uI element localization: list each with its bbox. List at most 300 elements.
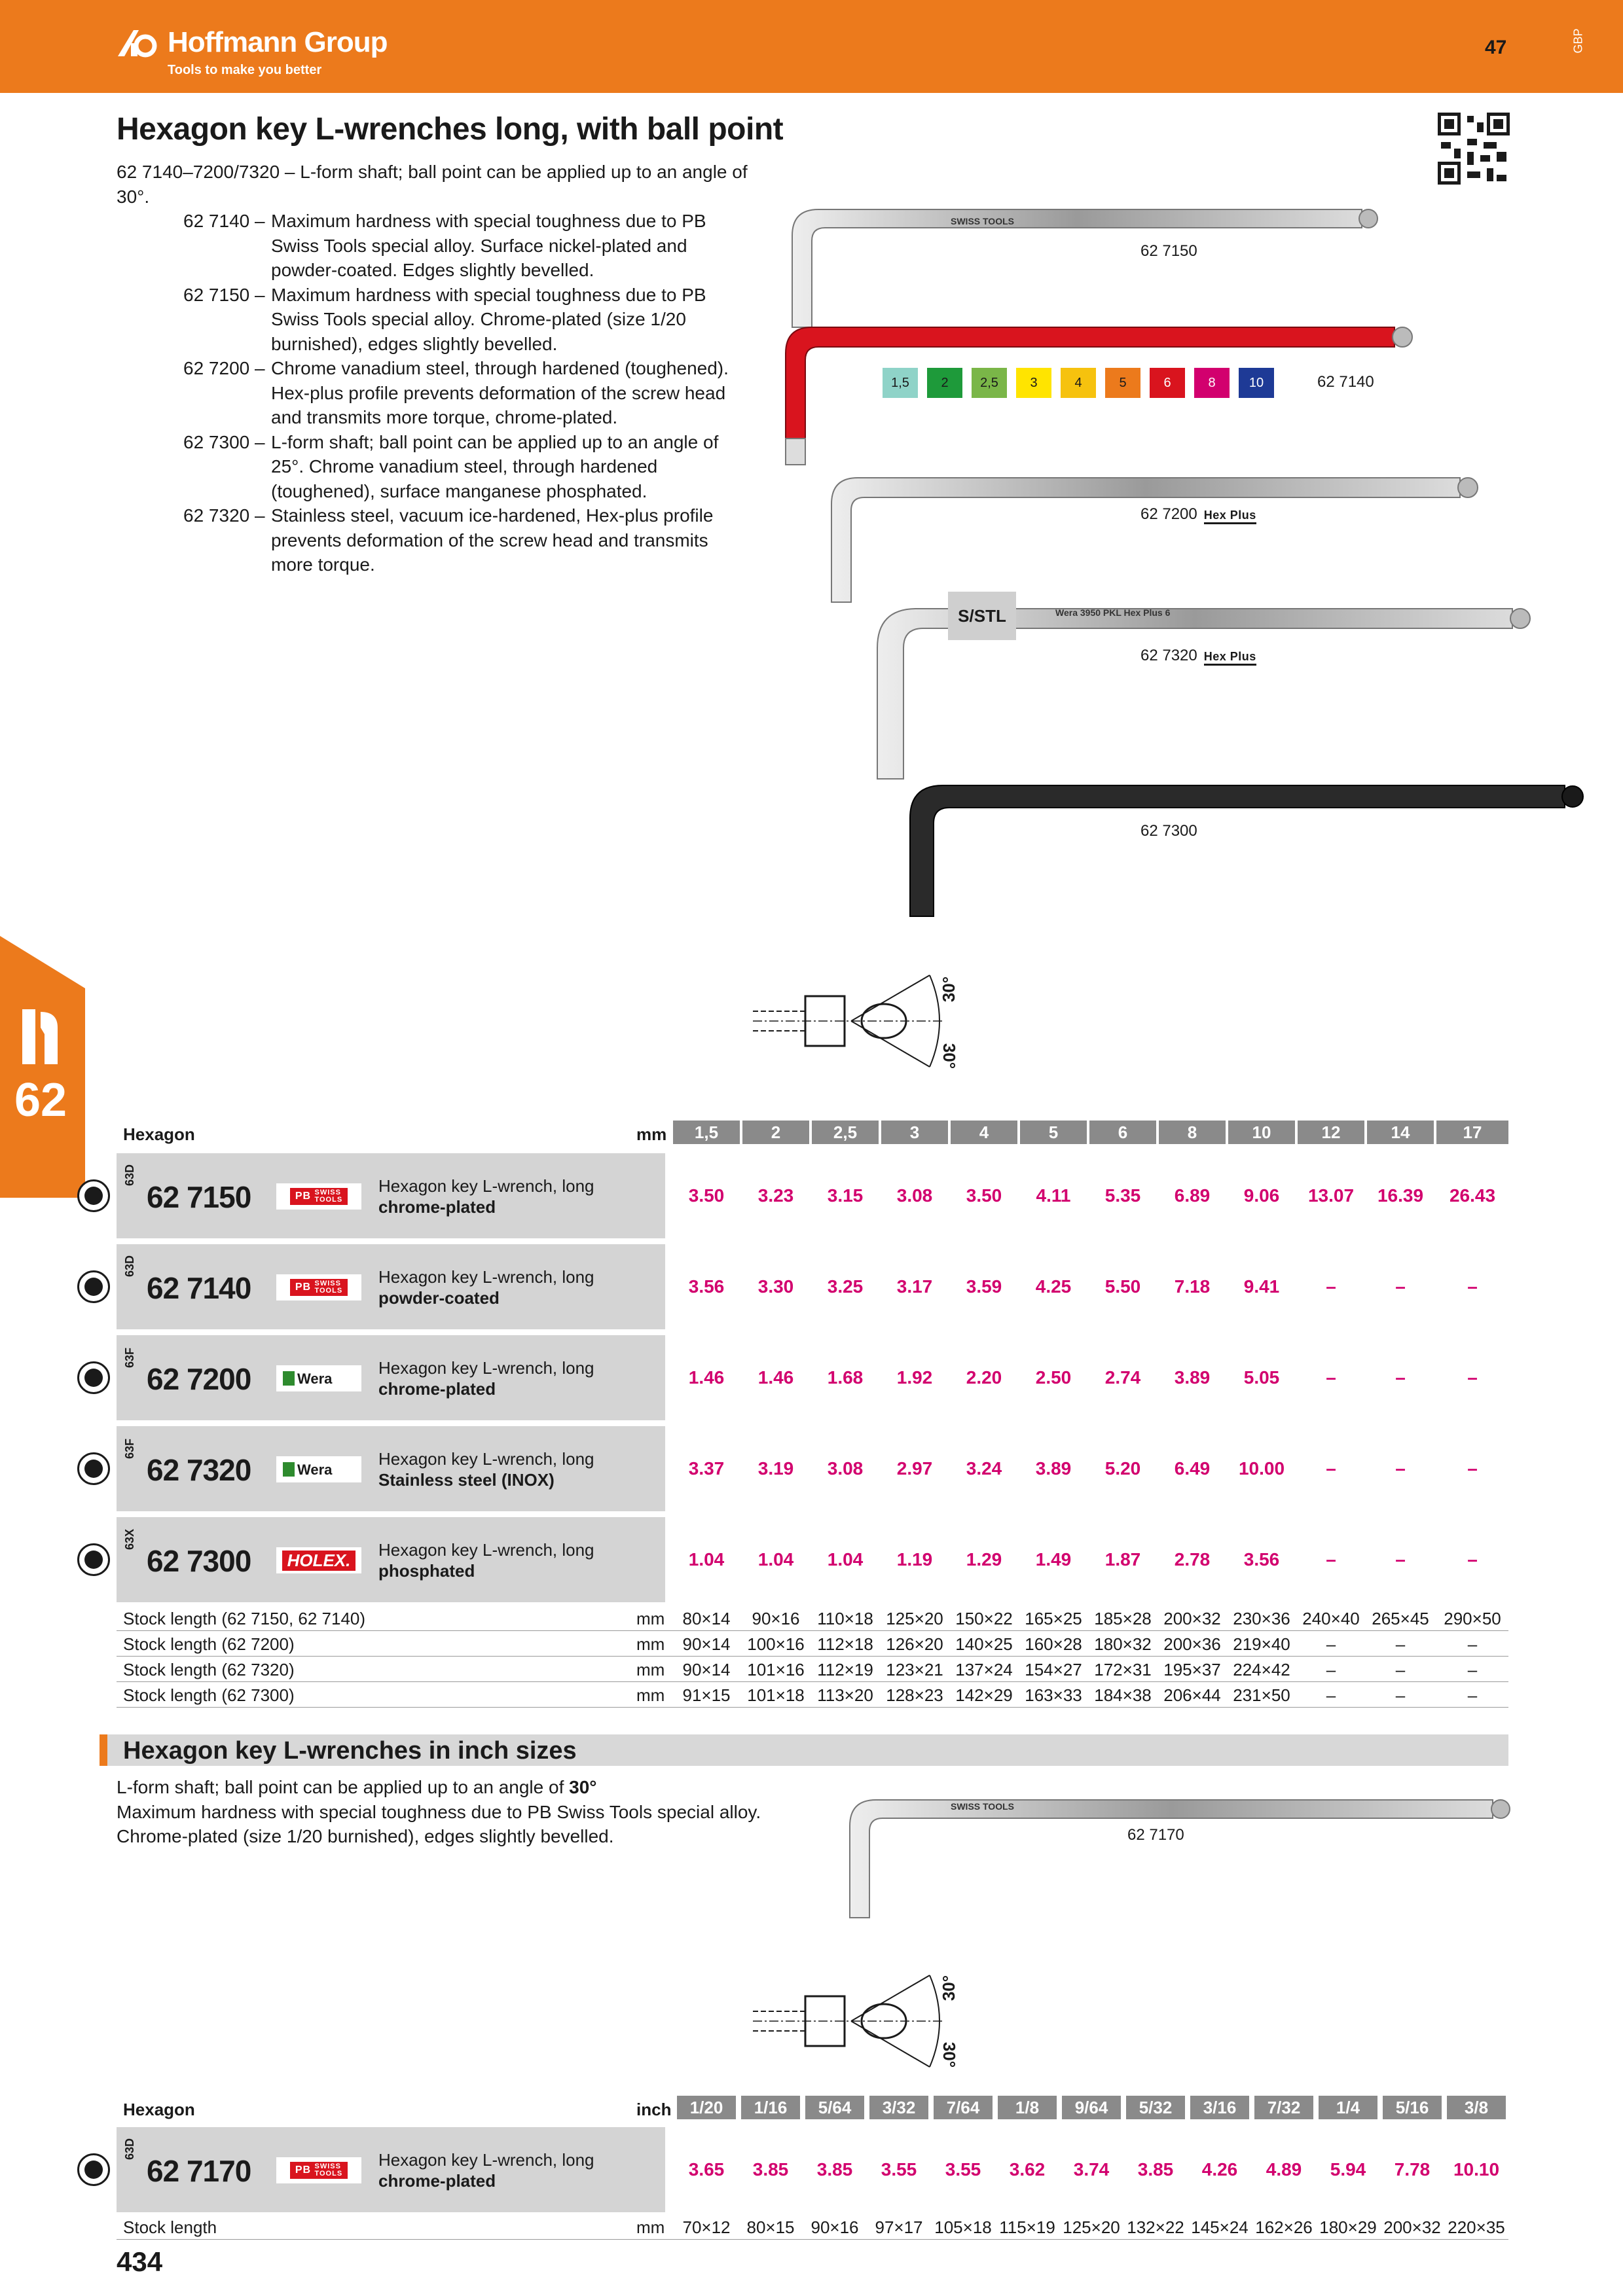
group-code: 63D	[123, 1255, 136, 1277]
product-desc-line2: powder-coated	[378, 1288, 500, 1308]
stock-cell: –	[1395, 1660, 1406, 1679]
price-cell[interactable]: 3.50	[688, 1185, 725, 1206]
stock-status-icon	[77, 1452, 110, 1485]
section-accent	[100, 1734, 107, 1766]
stock-cell: 142×29	[955, 1685, 1013, 1705]
stock-cell: 206×44	[1163, 1685, 1221, 1705]
price-cell[interactable]: 10.00	[1238, 1458, 1285, 1479]
angle-label: 30°	[939, 2041, 960, 2068]
price-cell[interactable]: 2.20	[966, 1367, 1002, 1388]
stock-length-row	[117, 1683, 1508, 1708]
page-title: Hexagon key L-wrenches long, with ball point	[117, 112, 784, 147]
stock-cell: 132×22	[1127, 2217, 1184, 2237]
size-header: 2,5	[812, 1121, 879, 1144]
price-cell[interactable]: 4.26	[1201, 2159, 1238, 2179]
article-number[interactable]: 62 7150	[147, 1180, 251, 1214]
stock-status-icon	[77, 1361, 110, 1394]
desc-text: L-form shaft; ball point can be applied up to an angle of 25°. Chrome vanadium steel, through hardened (toughened), surface manganese phosphated.	[271, 431, 719, 501]
product-description	[378, 1266, 594, 1308]
section-title: Hexagon key L-wrenches in inch sizes	[123, 1737, 577, 1765]
stock-cell: 172×31	[1094, 1660, 1152, 1679]
catalog-page-number: 47	[1485, 37, 1507, 58]
price-cell[interactable]: 26.43	[1449, 1185, 1496, 1206]
price-cell[interactable]: 1.04	[688, 1549, 725, 1570]
brand-logo-wera	[276, 1365, 361, 1391]
wrench-627200-image	[831, 478, 1478, 602]
stock-length-row	[117, 1657, 1508, 1682]
stock-status-icon	[77, 1543, 110, 1576]
price-cell[interactable]: 6.89	[1174, 1185, 1211, 1206]
table1-header	[117, 1121, 1508, 1144]
stock-cell: 140×25	[955, 1634, 1013, 1654]
size-header: 14	[1367, 1121, 1434, 1144]
price-cell[interactable]: 3.85	[1137, 2159, 1174, 2179]
price-cell[interactable]: 3.55	[945, 2159, 981, 2179]
price-cell[interactable]: 3.24	[966, 1458, 1002, 1479]
size-header: 5/32	[1126, 2096, 1185, 2119]
table2-header-label: Hexagon	[123, 2100, 195, 2119]
stock-cell: 154×27	[1025, 1660, 1082, 1679]
price-cell[interactable]: 10.10	[1453, 2159, 1500, 2179]
price-cell[interactable]: 3.37	[688, 1458, 725, 1479]
product-desc-line1: Hexagon key L-wrench, long	[378, 1358, 594, 1378]
price-cell[interactable]: 3.56	[1243, 1549, 1280, 1570]
article-number[interactable]: 62 7140	[147, 1271, 251, 1305]
group-code: 63F	[123, 1347, 136, 1368]
stock-cell: 123×21	[886, 1660, 943, 1679]
wrench-label-627150: 62 7150	[1140, 242, 1197, 260]
color-chip: 3	[1016, 368, 1051, 398]
stock-cell: 125×20	[1063, 2217, 1120, 2237]
article-number[interactable]: 62 7200	[147, 1362, 251, 1396]
color-chip: 2	[927, 368, 962, 398]
stock-label: Stock length	[123, 2217, 217, 2237]
price-cell[interactable]: –	[1395, 1367, 1406, 1388]
stock-status-icon	[77, 1179, 110, 1212]
stock-cell: 112×19	[817, 1660, 873, 1679]
stock-length-row	[117, 2215, 1508, 2240]
price-cell[interactable]: –	[1326, 1367, 1336, 1388]
price-cell[interactable]: 3.25	[827, 1276, 864, 1297]
size-header: 10	[1228, 1121, 1295, 1144]
stock-cell: 101×16	[747, 1660, 805, 1679]
size-header: 1/4	[1319, 2096, 1377, 2119]
angle-label: 30°	[939, 976, 959, 1003]
stock-cell: 184×38	[1094, 1685, 1152, 1705]
price-cell[interactable]: 3.30	[757, 1276, 794, 1297]
stock-cell: 128×23	[886, 1685, 943, 1705]
stock-cell: 290×50	[1444, 1609, 1501, 1628]
stock-cell: 162×26	[1255, 2217, 1313, 2237]
desc-text: L-form shaft; ball point can be applied up to an angle of 30°.	[117, 162, 748, 207]
group-code: 63D	[123, 1164, 136, 1186]
price-cell[interactable]: 4.89	[1266, 2159, 1302, 2179]
size-header: 6	[1089, 1121, 1156, 1144]
stock-cell: 160×28	[1025, 1634, 1082, 1654]
stock-cell: 137×24	[955, 1660, 1013, 1679]
price-cell[interactable]: 3.89	[1174, 1367, 1211, 1388]
stock-cell: 115×19	[999, 2217, 1055, 2237]
desc-text: Chrome vanadium steel, through hardened (toughened). Hex-plus profile prevents deformation of the screw head and transmits more torque, chrome-plated.	[271, 358, 729, 427]
stock-status-icon	[77, 2153, 110, 2186]
stock-unit: mm	[636, 1609, 665, 1628]
price-cell[interactable]: 1.04	[757, 1549, 794, 1570]
price-cell[interactable]: 3.19	[757, 1458, 794, 1479]
size-header: 17	[1436, 1121, 1508, 1144]
color-chip: 5	[1105, 368, 1140, 398]
size-header: 2	[742, 1121, 809, 1144]
stock-cell: –	[1326, 1660, 1336, 1679]
product-description	[378, 1175, 594, 1217]
size-header: 3/16	[1190, 2096, 1249, 2119]
svg-text:Wera: Wera	[297, 1462, 333, 1478]
product-row-627200[interactable]	[117, 1335, 1508, 1420]
stock-cell: –	[1326, 1685, 1336, 1705]
price-cell[interactable]: 2.78	[1174, 1549, 1211, 1570]
stock-unit: mm	[636, 1660, 665, 1679]
price-cell[interactable]: 5.94	[1330, 2159, 1366, 2179]
product-info	[117, 1335, 665, 1420]
size-header: 1/8	[998, 2096, 1057, 2119]
chapter-tab	[0, 936, 85, 1198]
product-description	[378, 2149, 594, 2191]
brand-logo-holex: HOLEX.	[276, 1547, 361, 1573]
product-desc-line2: phosphated	[378, 1561, 475, 1581]
article-number[interactable]: 62 7320	[147, 1453, 251, 1487]
color-chip: 1,5	[883, 368, 918, 398]
inch-description	[117, 1775, 771, 1849]
stock-cell: –	[1467, 1634, 1478, 1654]
stock-cell: 240×40	[1302, 1609, 1360, 1628]
stock-cell: 100×16	[747, 1634, 805, 1654]
product-info	[117, 1517, 665, 1602]
price-cell[interactable]: –	[1467, 1367, 1478, 1388]
price-cell[interactable]: 3.50	[966, 1185, 1002, 1206]
brand-logo[interactable]	[117, 26, 388, 59]
stock-cell: 90×14	[682, 1634, 731, 1654]
stock-cell: 265×45	[1372, 1609, 1429, 1628]
wrench-627170-image	[838, 1780, 1532, 1931]
stock-cell: 90×14	[682, 1660, 731, 1679]
brand-logo-pb-swiss-tools: PB SWISS TOOLS	[276, 2157, 361, 2183]
product-desc-line2: chrome-plated	[378, 1379, 496, 1399]
price-cell[interactable]: 5.20	[1104, 1458, 1141, 1479]
inch-desc-text: Maximum hardness with special toughness due to PB Swiss Tools special alloy. Chrome-plated (size 1/20 burnished), edges slightly bevelled.	[117, 1801, 761, 1846]
product-description	[117, 160, 771, 577]
price-cell[interactable]: 5.35	[1104, 1185, 1141, 1206]
price-cell[interactable]: 4.11	[1036, 1185, 1071, 1206]
price-cell[interactable]: 1.46	[757, 1367, 794, 1388]
stock-cell: 105×18	[934, 2217, 992, 2237]
product-row-627150[interactable]	[117, 1153, 1508, 1238]
desc-code: 62 7140 –	[183, 211, 265, 231]
angle-label: 30°	[939, 1975, 959, 2001]
color-chip: 6	[1150, 368, 1185, 398]
price-cell[interactable]: 3.65	[688, 2159, 725, 2179]
price-cell[interactable]: 2.74	[1104, 1367, 1141, 1388]
product-row-627170[interactable]	[117, 2127, 1508, 2212]
price-cell[interactable]: 3.89	[1035, 1458, 1072, 1479]
stock-cell: 125×20	[886, 1609, 943, 1628]
price-cell[interactable]: 13.07	[1307, 1185, 1355, 1206]
price-cell[interactable]: 3.08	[827, 1458, 864, 1479]
stock-cell: –	[1467, 1685, 1478, 1705]
product-desc-line1: Hexagon key L-wrench, long	[378, 1176, 594, 1196]
price-cell[interactable]: 1.92	[896, 1367, 933, 1388]
stock-cell: 195×37	[1163, 1660, 1221, 1679]
size-header: 3	[881, 1121, 948, 1144]
stock-cell: 180×32	[1094, 1634, 1152, 1654]
inch-desc-line: L-form shaft; ball point can be applied up to an angle of 30°	[117, 1777, 597, 1797]
price-cell[interactable]: 5.05	[1243, 1367, 1280, 1388]
stock-unit: mm	[636, 1634, 665, 1654]
price-cell[interactable]: 1.46	[688, 1367, 725, 1388]
page-number: 434	[117, 2246, 163, 2277]
brand-name: Hoffmann Group	[168, 26, 388, 58]
stock-cell: 112×18	[817, 1634, 873, 1654]
stock-cell: 230×36	[1233, 1609, 1290, 1628]
desc-row	[117, 430, 771, 504]
stock-cell: 165×25	[1025, 1609, 1082, 1628]
size-header: 1/20	[677, 2096, 736, 2119]
product-desc-line1: Hexagon key L-wrench, long	[378, 1449, 594, 1469]
price-cell[interactable]: 9.06	[1243, 1185, 1280, 1206]
svg-text:Wera: Wera	[297, 1371, 333, 1387]
ball-point-angle-diagram	[753, 956, 962, 1086]
product-desc-line2: chrome-plated	[378, 1197, 496, 1217]
stock-length-row	[117, 1632, 1508, 1657]
price-cell[interactable]: 3.85	[816, 2159, 853, 2179]
stock-cell: 91×15	[682, 1685, 731, 1705]
wrench-label-627170: 62 7170	[1127, 1826, 1184, 1844]
price-cell[interactable]: 3.08	[896, 1185, 933, 1206]
size-header: 1,5	[673, 1121, 740, 1144]
price-cell[interactable]: 1.04	[827, 1549, 864, 1570]
price-cell[interactable]: 3.85	[752, 2159, 789, 2179]
qr-code-icon[interactable]	[1438, 113, 1510, 185]
region-label: GBP	[1571, 28, 1585, 54]
ball-point-angle-diagram	[753, 1956, 962, 2087]
wrench-label-627300: 62 7300	[1140, 822, 1197, 840]
price-cell[interactable]: 3.55	[881, 2159, 917, 2179]
stock-label: Stock length (62 7150, 62 7140)	[123, 1609, 366, 1628]
price-cell[interactable]: 1.29	[966, 1549, 1002, 1570]
product-desc-line1: Hexagon key L-wrench, long	[378, 1540, 594, 1560]
stock-label: Stock length (62 7320)	[123, 1660, 295, 1679]
price-cell[interactable]: 1.49	[1035, 1549, 1072, 1570]
color-chip: 2,5	[972, 368, 1007, 398]
product-info	[117, 1153, 665, 1238]
desc-row	[117, 209, 771, 283]
price-cell[interactable]: 7.78	[1394, 2159, 1431, 2179]
wrench-imprint: SWISS TOOLS	[951, 1801, 1014, 1812]
stock-cell: 126×20	[886, 1634, 943, 1654]
product-info	[117, 1244, 665, 1329]
price-cell[interactable]: –	[1395, 1276, 1406, 1297]
size-header: 8	[1159, 1121, 1226, 1144]
table2-header	[117, 2096, 1508, 2119]
size-header: 3/32	[869, 2096, 928, 2119]
price-cell[interactable]: –	[1326, 1549, 1336, 1570]
stock-status-icon	[77, 1270, 110, 1303]
desc-code: 62 7320 –	[183, 505, 265, 526]
stock-cell: 185×28	[1094, 1609, 1152, 1628]
desc-text: Maximum hardness with special toughness due to PB Swiss Tools special alloy. Surface nickel-plated and powder-coated. Edges slightly bevelled.	[271, 211, 706, 280]
price-cell[interactable]: 3.17	[896, 1276, 933, 1297]
stock-cell: 231×50	[1233, 1685, 1290, 1705]
stock-cell: 70×12	[682, 2217, 731, 2237]
stock-cell: 200×36	[1163, 1634, 1221, 1654]
price-cell[interactable]: 3.74	[1073, 2159, 1110, 2179]
wrench-imprint: SWISS TOOLS	[951, 216, 1014, 226]
stock-unit: mm	[636, 2217, 665, 2237]
stock-cell: 90×16	[752, 1609, 800, 1628]
stock-cell: 224×42	[1233, 1660, 1290, 1679]
desc-row	[117, 503, 771, 577]
price-cell[interactable]: –	[1467, 1549, 1478, 1570]
group-code: 63D	[123, 2138, 136, 2160]
color-chip: 8	[1194, 368, 1230, 398]
desc-code: 62 7140–7200/7320 –	[117, 162, 301, 182]
stock-cell: 200×32	[1163, 1609, 1221, 1628]
price-cell[interactable]: –	[1395, 1549, 1406, 1570]
price-cell[interactable]: 3.62	[1009, 2159, 1046, 2179]
desc-code: 62 7300 –	[183, 431, 265, 452]
stock-cell: 219×40	[1233, 1634, 1290, 1654]
table1-header-unit: mm	[636, 1124, 667, 1144]
price-cell[interactable]: 7.18	[1174, 1276, 1211, 1297]
price-cell[interactable]: 3.15	[827, 1185, 864, 1206]
stock-cell: 145×24	[1191, 2217, 1249, 2237]
stock-unit: mm	[636, 1685, 665, 1705]
stock-cell: 200×32	[1383, 2217, 1441, 2237]
stainless-badge: S/STL	[948, 592, 1016, 640]
size-header: 3/8	[1447, 2096, 1506, 2119]
color-chip: 4	[1061, 368, 1096, 398]
price-cell[interactable]: –	[1326, 1276, 1336, 1297]
product-row-627300[interactable]	[117, 1517, 1508, 1602]
desc-text: Stainless steel, vacuum ice-hardened, Hex-plus profile prevents deformation of the screw head and transmits more torque.	[271, 505, 714, 575]
brand-tagline: Tools to make you better	[168, 63, 322, 77]
section-header-inch	[100, 1734, 1508, 1766]
wrench-627300-image	[910, 785, 1583, 916]
product-row-627140[interactable]	[117, 1244, 1508, 1329]
size-header: 1/16	[741, 2096, 800, 2119]
price-cell[interactable]: 1.68	[827, 1367, 864, 1388]
article-number[interactable]: 62 7300	[147, 1544, 251, 1578]
price-cell[interactable]: –	[1326, 1458, 1336, 1479]
color-chip: 10	[1239, 368, 1274, 398]
hex-plus-logo: Hex Plus	[1204, 509, 1256, 524]
brand-logo-pb-swiss-tools: PB SWISS TOOLS	[276, 1183, 361, 1210]
stock-cell: 110×18	[817, 1609, 873, 1628]
size-header: 5/64	[805, 2096, 864, 2119]
price-cell[interactable]: –	[1395, 1458, 1406, 1479]
chapter-number: 62	[14, 1074, 67, 1126]
desc-row	[117, 283, 771, 357]
price-cell[interactable]: 5.50	[1104, 1276, 1141, 1297]
hoffmann-logo-icon	[117, 26, 158, 59]
price-cell[interactable]: 1.19	[896, 1549, 933, 1570]
product-desc-line2: Stainless steel (INOX)	[378, 1470, 555, 1490]
desc-row	[117, 356, 771, 430]
article-number[interactable]: 62 7170	[147, 2154, 251, 2188]
table2-header-unit: inch	[636, 2100, 672, 2119]
product-desc-line1: Hexagon key L-wrench, long	[378, 2150, 594, 2170]
wrench-627150-image	[792, 209, 1377, 327]
stock-cell: –	[1326, 1634, 1336, 1654]
stock-cell: 150×22	[955, 1609, 1013, 1628]
table1-header-label: Hexagon	[123, 1124, 195, 1144]
stock-cell: 97×17	[875, 2217, 923, 2237]
stock-label: Stock length (62 7200)	[123, 1634, 295, 1654]
price-cell[interactable]: 3.59	[966, 1276, 1002, 1297]
product-desc-line1: Hexagon key L-wrench, long	[378, 1267, 594, 1287]
stock-cell: –	[1395, 1634, 1406, 1654]
price-cell[interactable]: –	[1467, 1458, 1478, 1479]
price-cell[interactable]: 2.50	[1035, 1367, 1072, 1388]
price-cell[interactable]: 9.41	[1243, 1276, 1280, 1297]
product-info	[117, 2127, 665, 2212]
wrench-label-627200: 62 7200 Hex Plus	[1140, 505, 1256, 523]
wrench-label-627140: 62 7140	[1317, 373, 1374, 391]
color-code-chips	[883, 368, 1274, 398]
size-header: 5	[1020, 1121, 1087, 1144]
stock-cell: –	[1395, 1685, 1406, 1705]
stock-label: Stock length (62 7300)	[123, 1685, 295, 1705]
price-cell[interactable]: 16.39	[1377, 1185, 1424, 1206]
group-code: 63X	[123, 1528, 136, 1550]
price-cell[interactable]: 4.25	[1035, 1276, 1072, 1297]
wrench-label-627320: 62 7320 Hex Plus	[1140, 647, 1256, 664]
hex-plus-logo: Hex Plus	[1204, 650, 1256, 666]
product-info	[117, 1426, 665, 1511]
stock-cell: –	[1467, 1660, 1478, 1679]
product-row-627320[interactable]	[117, 1426, 1508, 1511]
price-cell[interactable]: 2.97	[896, 1458, 933, 1479]
size-header: 5/16	[1383, 2096, 1442, 2119]
size-header: 9/64	[1062, 2096, 1121, 2119]
product-desc-line2: chrome-plated	[378, 2171, 496, 2191]
stock-cell: 80×14	[682, 1609, 731, 1628]
wrench-imprint: Wera 3950 PKL Hex Plus 6	[1055, 607, 1171, 618]
angle-label: 30°	[939, 1043, 960, 1069]
stock-cell: 180×29	[1319, 2217, 1377, 2237]
price-cell[interactable]: 6.49	[1174, 1458, 1211, 1479]
price-cell[interactable]: –	[1467, 1276, 1478, 1297]
stock-cell: 163×33	[1025, 1685, 1082, 1705]
price-cell[interactable]: 3.56	[688, 1276, 725, 1297]
brand-logo-wera	[276, 1456, 361, 1482]
desc-code: 62 7200 –	[183, 358, 265, 378]
price-cell[interactable]: 1.87	[1104, 1549, 1141, 1570]
size-header: 12	[1298, 1121, 1364, 1144]
stock-cell: 101×18	[747, 1685, 805, 1705]
product-description	[378, 1448, 594, 1490]
brand-logo-pb-swiss-tools: PB SWISS TOOLS	[276, 1274, 361, 1300]
desc-row	[117, 160, 771, 209]
product-description	[378, 1539, 594, 1581]
stock-length-row	[117, 1606, 1508, 1631]
desc-text: Maximum hardness with special toughness due to PB Swiss Tools special alloy. Chrome-plated (size 1/20 burnished), edges slightly bevelled.	[271, 284, 706, 354]
stock-cell: 90×16	[811, 2217, 859, 2237]
stock-cell: 80×15	[746, 2217, 795, 2237]
product-description	[378, 1357, 594, 1399]
stock-cell: 220×35	[1448, 2217, 1505, 2237]
stock-cell: 113×20	[817, 1685, 873, 1705]
size-header: 4	[951, 1121, 1017, 1144]
price-cell[interactable]: 3.23	[757, 1185, 794, 1206]
